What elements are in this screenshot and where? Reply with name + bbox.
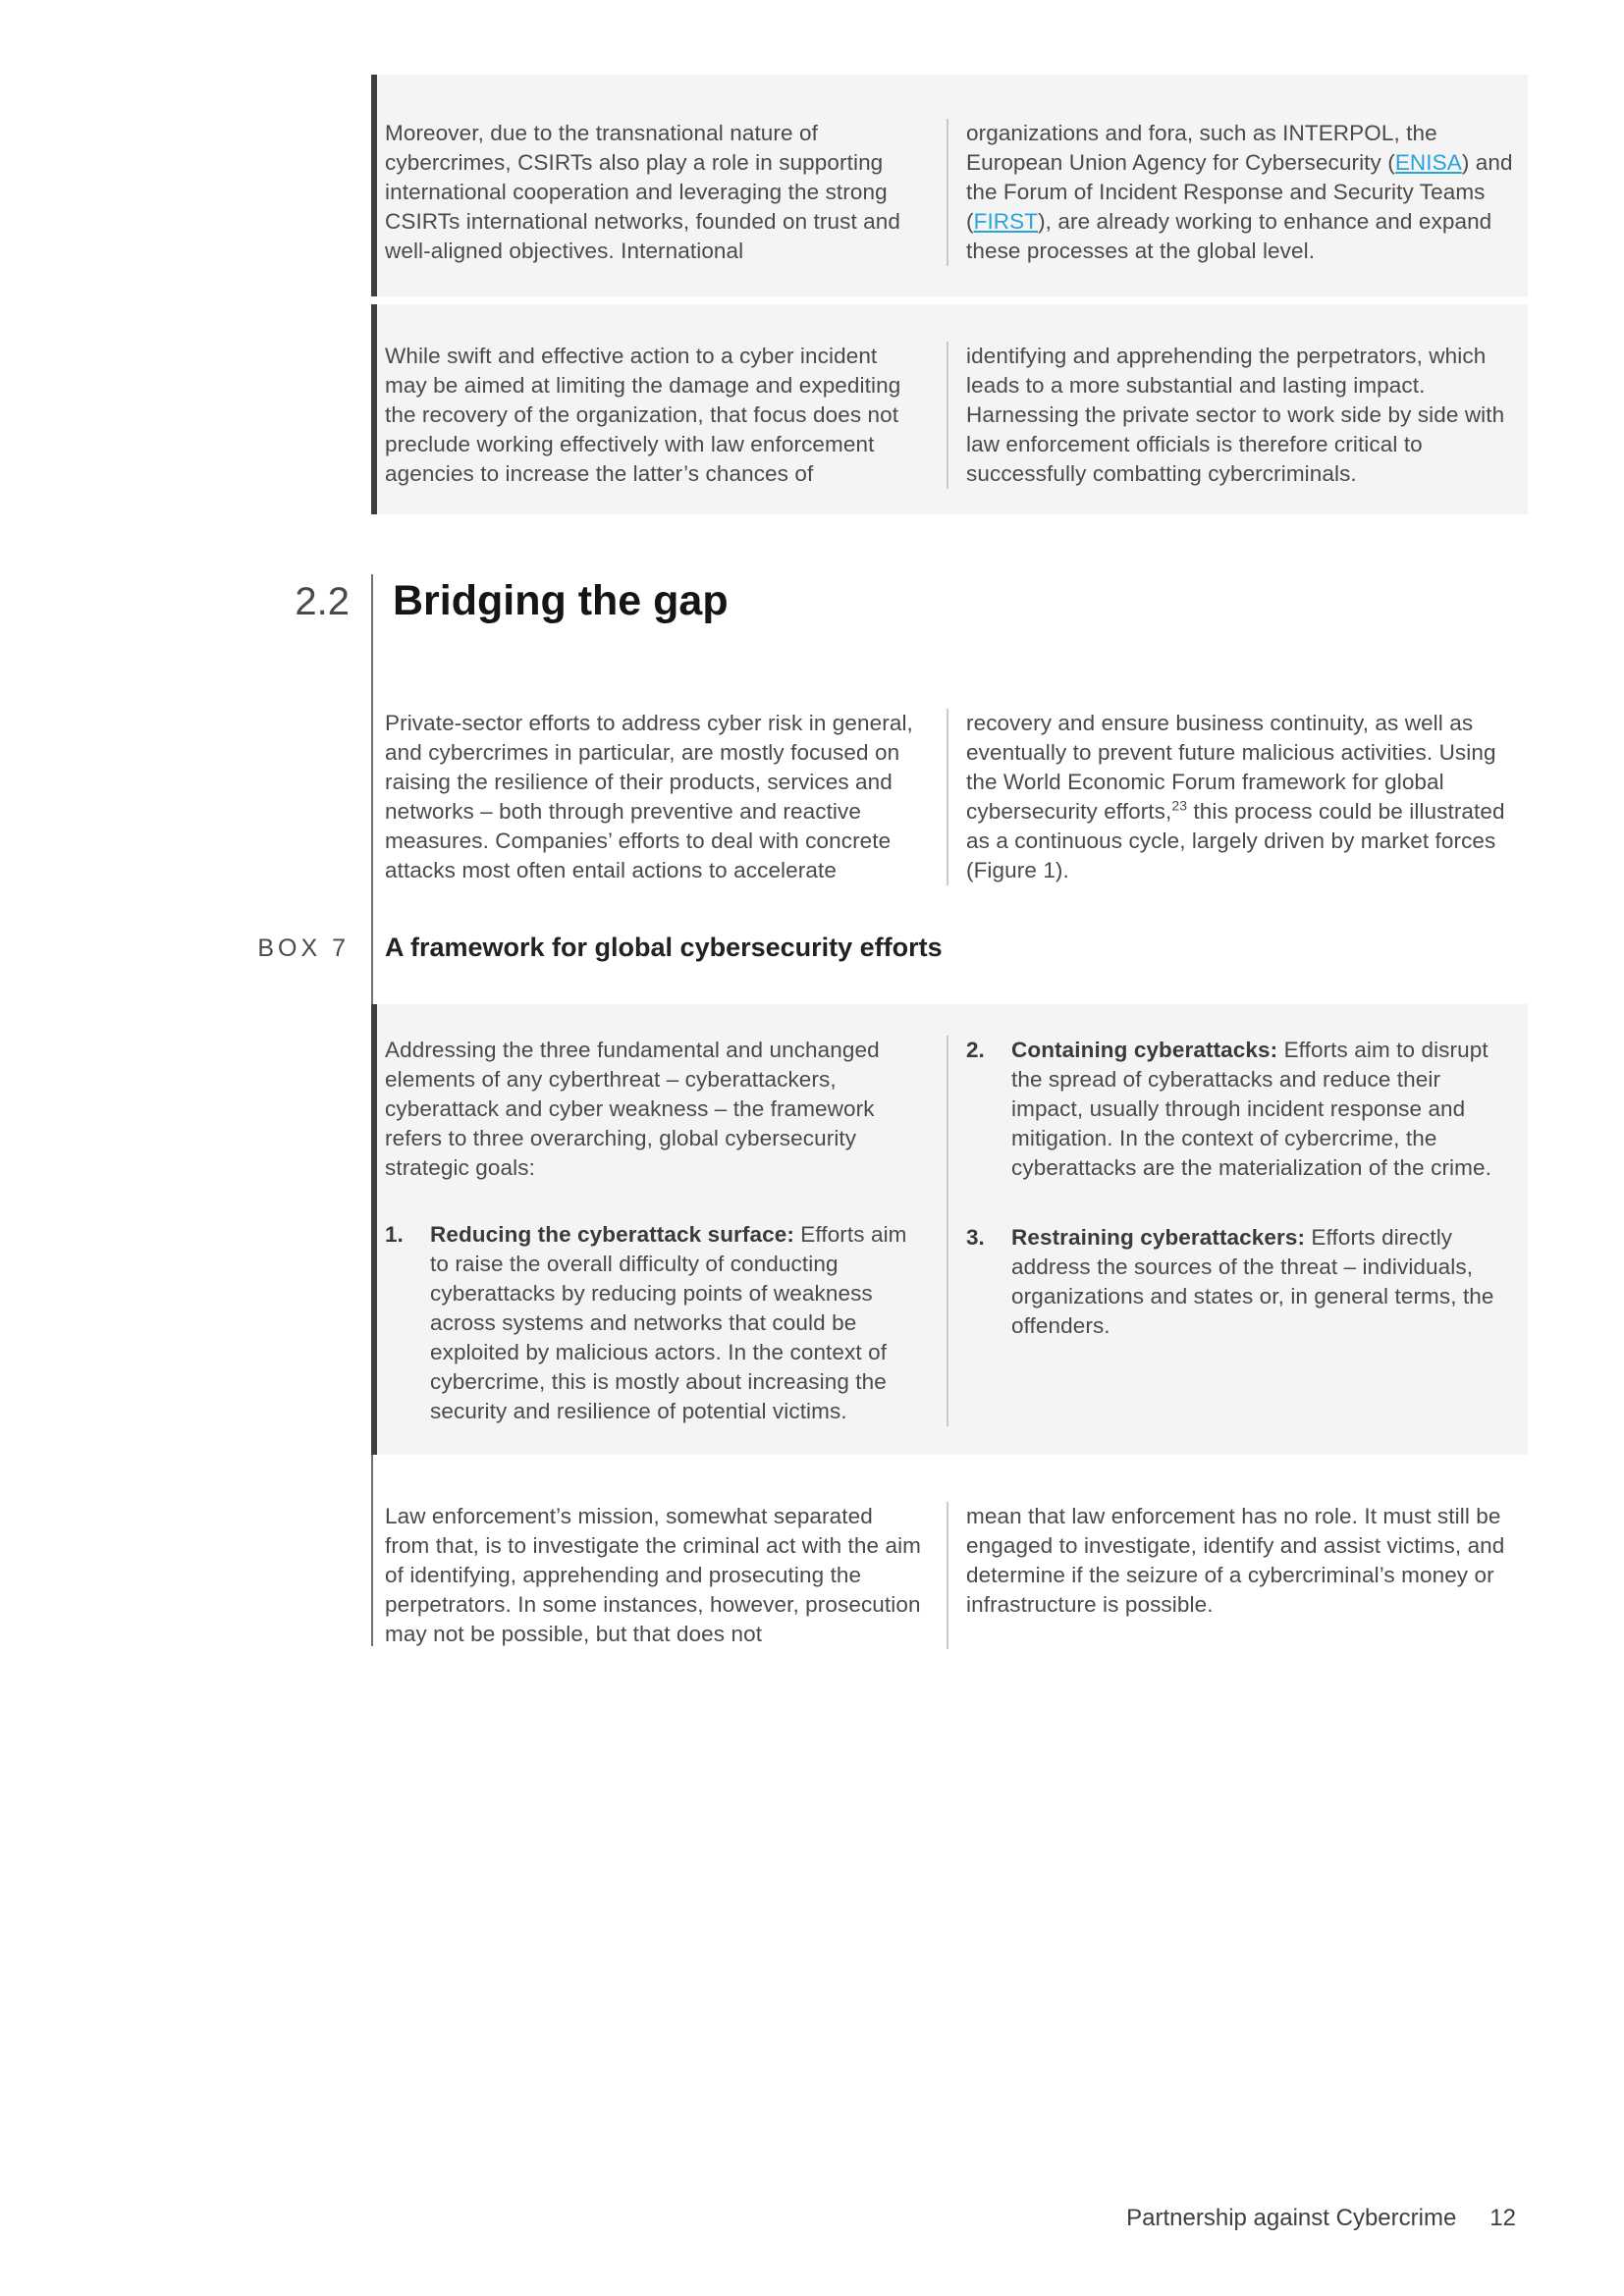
column-right (947, 709, 1516, 885)
link-enisa[interactable]: ENISA (1394, 150, 1462, 175)
callout-block-framework (371, 1004, 1528, 1455)
callout-block-incident-response (371, 304, 1528, 514)
callout-accent-bar (371, 75, 377, 296)
section-number: 2.2 (295, 580, 350, 623)
page-footer (1126, 2205, 1516, 2232)
paragraph-private-sector-left: Private-sector efforts to address cyber risk in general, and cybercrimes in particular, are mostly focused on raising the resilience of their products, services and networks – both through preventive and reactive measures. Companies’ efforts to deal with concrete attacks most often entail actions to accelerate (385, 711, 913, 882)
paragraph-block-private-sector (371, 687, 1528, 885)
paragraph-law-left: Law enforcement’s mission, somewhat separated from that, is to investigate the criminal act with the aim of identifying, apprehending and prosecuting the perpetrators. In some instances, however, prosecution may not be possible, but that does not (385, 1504, 922, 1646)
column-left (385, 342, 947, 489)
paragraph-framework-intro: Addressing the three fundamental and unchanged elements of any cyberthreat – cyberattackers, cyberattack and cyber weakness – the framework refers to three overarching, global cybersecurity strategic goals: (385, 1038, 880, 1180)
two-column-row (371, 1480, 1528, 1649)
column-right (947, 1036, 1516, 1426)
list-item-restraining-attackers (966, 1223, 1516, 1341)
bold-lead-text: Containing cyberattacks: (1011, 1038, 1278, 1062)
column-left (385, 709, 947, 885)
column-left (385, 119, 947, 266)
bold-lead-text: Restraining cyberattackers: (1011, 1225, 1306, 1250)
list-item-number: 2. (966, 1038, 985, 1062)
box-label: BOX 7 (257, 934, 350, 962)
paragraph-csirts-left: Moreover, due to the transnational nature of cybercrimes, CSIRTs also play a role in supporting international cooperation and leveraging the strong CSIRTs international networks, founded on trust and well-aligned objectives. International (385, 121, 900, 263)
column-left (385, 1502, 947, 1649)
paragraph-law-right: mean that law enforcement has no role. It must still be engaged to investigate, identify and assist victims, and determine if the seizure of a cybercriminal’s money or infrastructure is possible. (966, 1504, 1505, 1617)
column-right (947, 1502, 1516, 1649)
box-title: A framework for global cybersecurity efforts (385, 933, 943, 962)
section-title: Bridging the gap (393, 577, 729, 624)
callout-accent-bar (371, 304, 377, 514)
list-item-text: Reducing the cyberattack surface: Efforts aim to raise the overall difficulty of conducting cyberattacks by reducing points of weakness across systems and networks that could be exploited by malicious actors. In the context of cybercrime, this is mostly about increasing the security and resilience of potential victims. (430, 1222, 907, 1423)
numbered-list-left (385, 1220, 923, 1426)
callout-accent-bar (371, 1004, 377, 1455)
two-column-row (371, 1004, 1528, 1454)
link-first[interactable]: FIRST (973, 209, 1039, 234)
box-heading (0, 931, 943, 965)
section-heading (0, 575, 729, 627)
footer-doc-title: Partnership against Cybercrime (1126, 2205, 1457, 2231)
list-item-reducing-surface (385, 1220, 923, 1426)
paragraph-incident-right: identifying and apprehending the perpetrators, which leads to a more substantial and lasting impact. Harnessing the private sector to work side by side with law enforcement officials is therefore critical to successfully combatting cybercriminals. (966, 344, 1505, 486)
list-item-containing-attacks (966, 1036, 1516, 1183)
list-item-number: 1. (385, 1222, 404, 1247)
two-column-row (371, 304, 1528, 514)
two-column-row (371, 75, 1528, 296)
numbered-list-right (966, 1036, 1516, 1341)
two-column-row (371, 687, 1528, 885)
list-item-text: Restraining cyberattackers: Efforts directly address the sources of the threat – individuals, organizations and states or, in general terms, the offenders. (1011, 1225, 1494, 1338)
footer-page-number: 12 (1489, 2205, 1516, 2231)
list-item-text: Containing cyberattacks: Efforts aim to disrupt the spread of cyberattacks and reduce their impact, usually through incident response and mitigation. In the context of cybercrime, the cyberattacks are the materialization of the crime. (1011, 1038, 1491, 1180)
paragraph-private-sector-right: recovery and ensure business continuity, as well as eventually to prevent future malicious activities. Using the World Economic Forum framework for global cybersecurity efforts,$^{23}$ this process could be illustrated as a continuous cycle, largely driven by market forces (Figure 1). (966, 711, 1505, 882)
column-right (947, 342, 1516, 489)
callout-block-csirts (371, 75, 1528, 296)
footnote-ref-23: 23 (1171, 797, 1188, 814)
bold-lead-text: Reducing the cyberattack surface: (430, 1222, 794, 1247)
column-right (947, 119, 1516, 266)
column-left (385, 1036, 947, 1426)
paragraph-block-law-enforcement (371, 1480, 1528, 1649)
paragraph-csirts-right: organizations and fora, such as INTERPOL, the European Union Agency for Cybersecurity (ENISA) and the Forum of Incident Response and Security Teams (FIRST), are already working to enhance and expand these processes at the global level. (966, 121, 1513, 263)
paragraph-incident-left: While swift and effective action to a cyber incident may be aimed at limiting the damage and expediting the recovery of the organization, that focus does not preclude working effectively with law enforcement agencies to increase the latter’s chances of (385, 344, 901, 486)
list-item-number: 3. (966, 1225, 985, 1250)
